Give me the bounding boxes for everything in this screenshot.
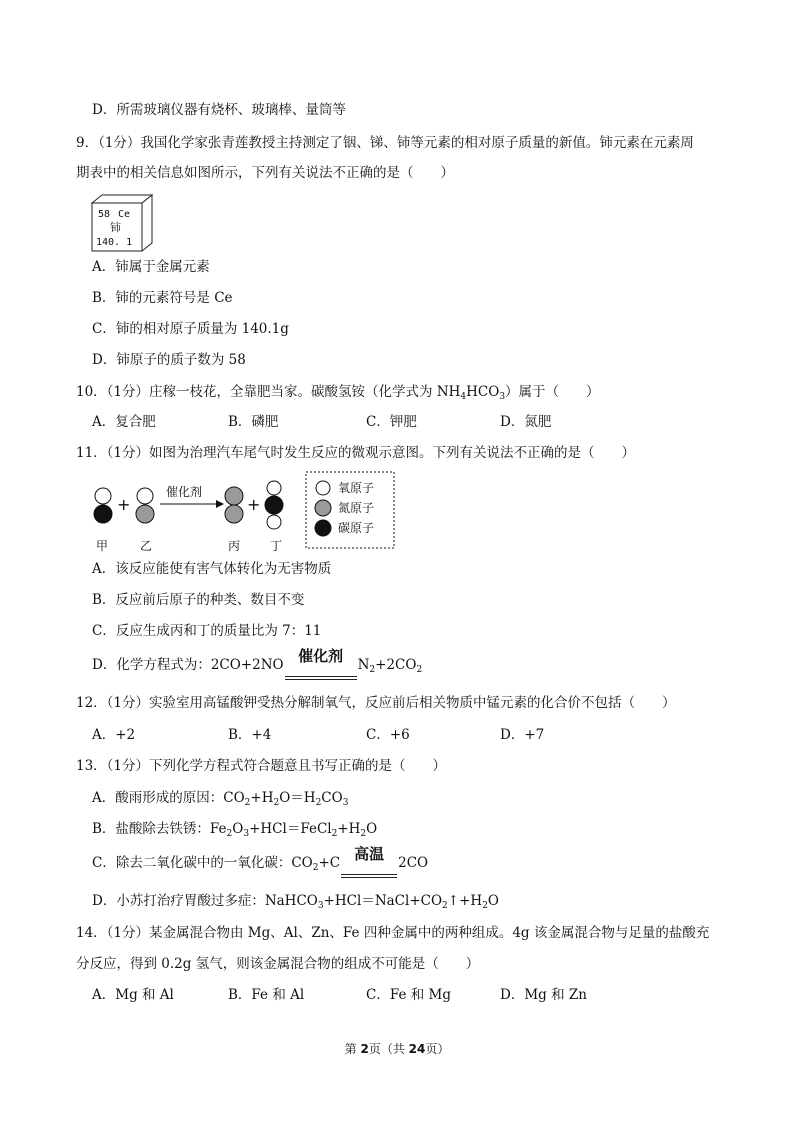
q11-option-b: B．反应前后原子的种类、数目不变 [92,592,305,608]
q11-option-c: C．反应生成丙和丁的质量比为 7：11 [92,623,322,639]
q14-stem-line2: 分反应，得到 0.2g 氢气，则该金属混合物的组成不可能是（ ） [76,956,480,972]
q8-option-d: D．所需玻璃仪器有烧杯、玻璃棒、量筒等 [92,102,346,118]
reaction-diagram [88,470,408,558]
element-symbol: Ce [118,209,131,220]
q9-stem-line2: 期表中的相关信息如图所示，下列有关说法不正确的是（ ） [76,165,454,181]
q12-stem: 12．（1分）实验室用高锰酸钾受热分解制氧气，反应前后相关物质中锰元素的化合价不包括（ ） [76,695,676,711]
element-cell-figure [90,193,160,253]
catalyst-label: 催化剂 [166,485,203,499]
page-footer: 第 2页（共 24页） [344,1042,450,1056]
q11-option-a: A．该反应能使有害气体转化为无害物质 [92,561,332,577]
label-jia: 甲 [96,539,109,553]
q11-stem: 11．（1分）如图为治理汽车尾气时发生反应的微观示意图。下列有关说法不正确的是（ ） [76,445,636,461]
q11-option-d: D．化学方程式为：2CO+2NO 催化剂 $N_2+2CO_2$ [92,655,422,680]
q9-option-d: D．铈原子的质子数为 58 [92,352,246,368]
svg-text:+: + [117,495,131,514]
q10-option-d: D．氮肥 [500,414,552,430]
page-total: 24 [408,1042,426,1056]
q14-stem-line1: 14．（1分）某金属混合物由 Mg、Al、Zn、Fe 四种金属中的两种组成。4g 该金属混合物与足量的盐酸充 [76,925,710,941]
q10-option-a: A．复合肥 [92,414,156,430]
q9-stem-line1: 9．（1分）我国化学家张青莲教授主持测定了铟、锑、铈等元素的相对原子质量的新值。铈元素在元素周 [76,135,694,151]
q14-option-b: B．Fe 和 Al [228,987,305,1003]
q14-option-a: A．Mg 和 Al [92,987,174,1003]
label-yi: 乙 [140,539,153,553]
q13-option-a: A．酸雨形成的原因：$CO_2+H_2O=H_2CO_3$ [92,790,349,808]
q14-option-d: D．Mg 和 Zn [500,987,587,1003]
q13-option-c: C．除去二氧化碳中的一氧化碳：$CO_2+C$ 高温 2CO [92,853,428,878]
element-name: 铈 [110,221,121,234]
page-number: 2 [360,1042,369,1056]
q9-option-a: A．铈属于金属元素 [92,259,210,275]
q13-option-b: B．盐酸除去铁锈：$Fe_2O_3+HCl=FeCl_2+H_2O$ [92,821,378,839]
element-mass: 140. 1 [96,237,133,248]
q10-option-b: B．磷肥 [228,414,279,430]
q14-option-c: C．Fe 和 Mg [366,987,451,1003]
label-bing: 丙 [228,539,241,553]
label-ding: 丁 [270,539,283,553]
q12-option-c: C．+6 [366,727,410,743]
legend-oxygen: 氧原子 [338,481,375,495]
q10-option-c: C．钾肥 [366,414,417,430]
q12-option-a: A．+2 [92,727,136,743]
svg-text:+: + [247,495,261,514]
legend-nitrogen: 氮原子 [338,501,375,515]
q9-option-b: B．铈的元素符号是 Ce [92,290,233,306]
q13-option-d: D．小苏打治疗胃酸过多症：$NaHCO_3+HCl=NaCl+CO_2↑+H_2O$ [92,893,499,911]
q12-option-b: B．+4 [228,727,272,743]
element-number: 58 [98,209,111,220]
legend-carbon: 碳原子 [338,521,375,535]
q10-stem: 10．（1分）庄稼一枝花，全靠肥当家。碳酸氢铵（化学式为 $NH_4HCO_3$）属于（ ） [76,384,600,402]
catalyst-condition: 催化剂 [285,665,357,680]
q12-option-d: D．+7 [500,727,545,743]
high-temp-condition: 高温 [341,863,397,878]
q9-option-c: C．铈的相对原子质量为 140.1g [92,321,289,337]
q13-stem: 13．（1分）下列化学方程式符合题意且书写正确的是（ ） [76,758,447,774]
